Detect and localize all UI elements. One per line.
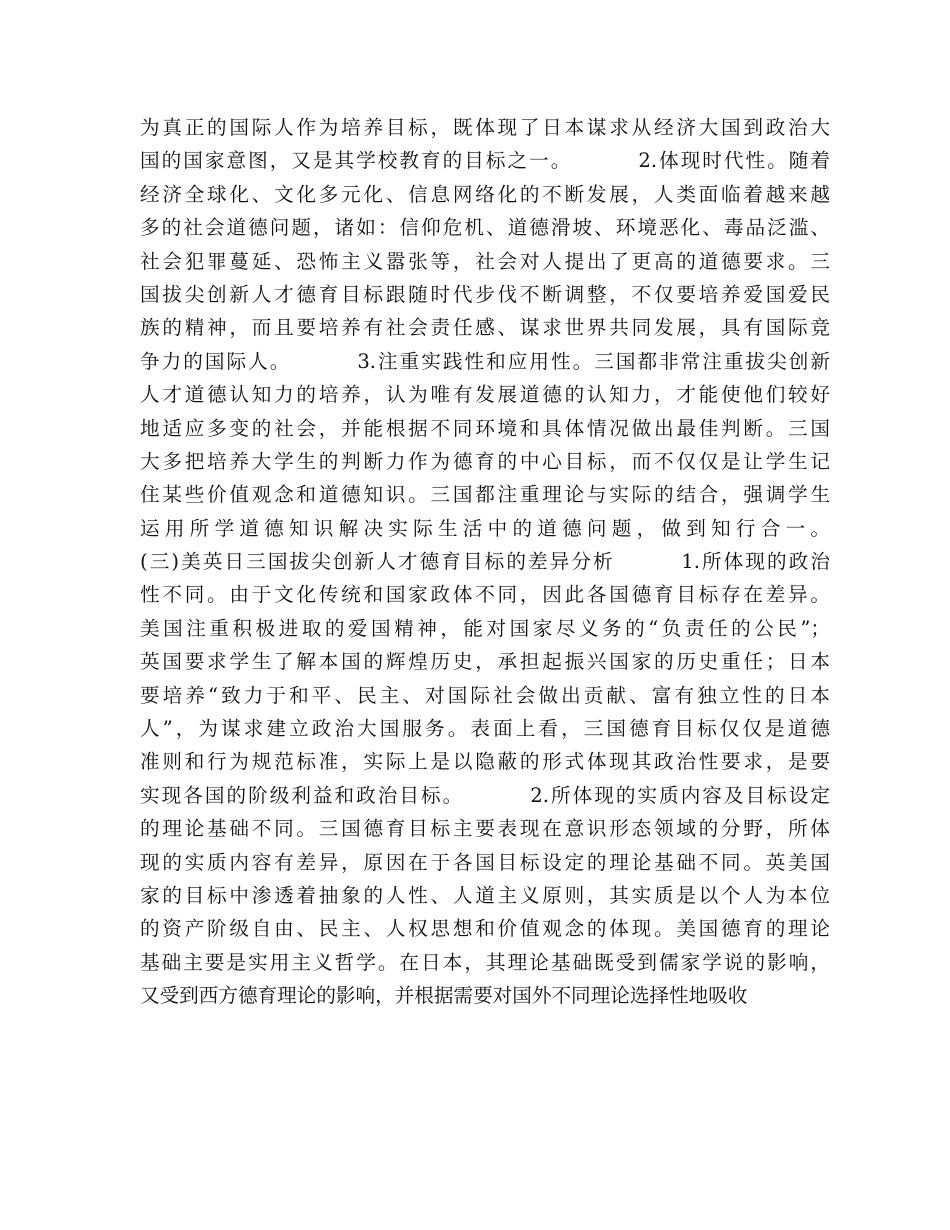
text-line: 住某些价值观念和道德知识。三国都注重理论与实际的结合，强调学生 <box>140 483 830 507</box>
text-line: 要培养“致力于和平、民主、对国际社会做出贡献、富有独立性的日本 <box>140 683 830 707</box>
text-line: 家的目标中渗透着抽象的人性、人道主义原则，其实质是以个人为本位 <box>140 883 830 907</box>
text-line: 运用所学道德知识解决实际生活中的道德问题，做到知行合一。 <box>140 516 830 540</box>
text-line: 的资产阶级自由、民主、人权思想和价值观念的体现。美国德育的理论 <box>140 917 830 941</box>
text-line: 的理论基础不同。三国德育目标主要表现在意识形态领域的分野，所体 <box>140 817 830 841</box>
body-text <box>140 111 830 1013</box>
text-line: 为真正的国际人作为培养目标，既体现了日本谋求从经济大国到政治大 <box>140 116 830 139</box>
text-line: 族的精神，而且要培养有社会责任感、谋求世界共同发展，具有国际竞 <box>140 316 830 340</box>
text-line: 性不同。由于文化传统和国家政体不同，因此各国德育目标存在差异。 <box>140 583 830 607</box>
text-line: 地适应多变的社会，并能根据不同环境和具体情况做出最佳判断。三国 <box>140 416 830 440</box>
text-line: 经济全球化、文化多元化、信息网络化的不断发展，人类面临着越来越 <box>140 182 830 206</box>
text-line: 人才道德认知力的培养，认为唯有发展道德的认知力，才能使他们较好 <box>140 383 830 407</box>
text-line: (三)美英日三国拔尖创新人才德育目标的差异分析 1.所体现的政治 <box>140 550 830 574</box>
text-line: 国拔尖创新人才德育目标跟随时代步伐不断调整，不仅要培养爱国爱民 <box>140 282 830 306</box>
text-line: 社会犯罪蔓延、恐怖主义嚣张等，社会对人提出了更高的道德要求。三 <box>140 249 830 273</box>
text-line: 大多把培养大学生的判断力作为德育的中心目标，而不仅仅是让学生记 <box>140 449 830 473</box>
text-line: 多的社会道德问题，诸如：信仰危机、道德滑坡、环境恶化、毒品泛滥、 <box>140 216 830 240</box>
text-line: 英国要求学生了解本国的辉煌历史，承担起振兴国家的历史重任；日本 <box>140 650 830 674</box>
text-line: 现的实质内容有差异，原因在于各国目标设定的理论基础不同。英美国 <box>140 850 830 874</box>
text-line: 争力的国际人。 3.注重实践性和应用性。三国都非常注重拔尖创新 <box>140 349 830 373</box>
text-line: 又受到西方德育理论的影响，并根据需要对国外不同理论选择性地吸收 <box>140 984 748 1008</box>
text-line: 国的国家意图，又是其学校教育的目标之一。 2.体现时代性。随着 <box>140 149 830 173</box>
text-line: 准则和行为规范标准，实际上是以隐蔽的形式体现其政治性要求，是要 <box>140 750 830 774</box>
text-line: 人”，为谋求建立政治大国服务。表面上看，三国德育目标仅仅是道德 <box>140 717 830 741</box>
text-line: 基础主要是实用主义哲学。在日本，其理论基础既受到儒家学说的影响， <box>140 950 830 974</box>
text-line: 美国注重积极进取的爱国精神，能对国家尽义务的“负责任的公民”； <box>140 616 830 640</box>
text-line: 实现各国的阶级利益和政治目标。 2.所体现的实质内容及目标设定 <box>140 783 830 807</box>
